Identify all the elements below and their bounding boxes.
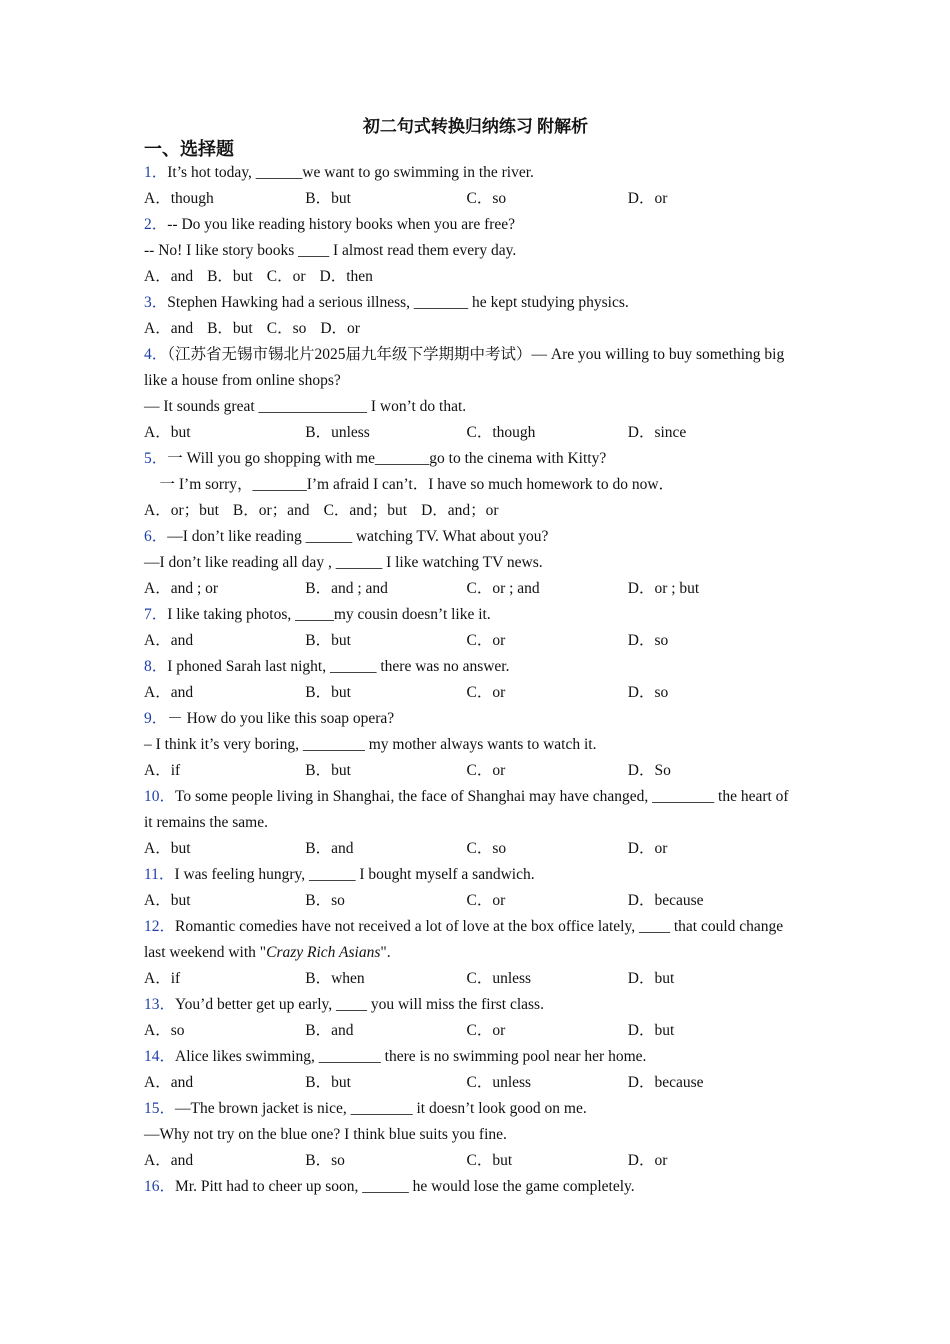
option-d: D．or [627, 190, 668, 207]
question-1 [144, 160, 789, 212]
options-row [144, 836, 789, 862]
option-b: B．but [305, 632, 351, 649]
option-c: C．so [466, 190, 507, 207]
options-row [144, 420, 789, 446]
option-b: B．but [305, 684, 351, 701]
option-d: D．So [627, 762, 671, 779]
question-number: 11． [144, 866, 175, 883]
options-row [144, 1148, 789, 1174]
question-7 [144, 602, 789, 654]
question-stem: 6．—I don’t like reading ______ watching TV. What about you? [144, 528, 549, 545]
option-a: A．if [144, 762, 181, 779]
option-d: D．but [627, 1022, 675, 1039]
question-number: 7． [144, 606, 168, 623]
question-number: 9． [144, 710, 168, 727]
option-b: B．and [305, 840, 354, 857]
question-stem: 14．Alice likes swimming, ________ there is no swimming pool near her home. [144, 1048, 647, 1065]
option-a: A．though [144, 190, 214, 207]
question-stem: 15．—The brown jacket is nice, ________ it doesn’t look good on me. [144, 1100, 587, 1117]
option-c: C．or [466, 684, 506, 701]
option-b: B．but [207, 320, 253, 337]
section-heading: 一、选择题 [144, 139, 234, 159]
option-b: B．but [305, 762, 351, 779]
options-row [144, 758, 789, 784]
option-a: A．and [144, 632, 194, 649]
option-d: D．then [319, 268, 373, 285]
question-9 [144, 706, 789, 784]
options-row [144, 888, 789, 914]
question-number: 1． [144, 164, 168, 181]
option-d: D．because [627, 892, 704, 909]
option-a: A．but [144, 840, 191, 857]
option-b: B．so [305, 892, 345, 909]
question-stem-line: 一 I’m sorry，_______I’m afraid I can’t．I have so much homework to do now． [144, 476, 675, 493]
option-a: A．and [144, 268, 194, 285]
question-number: 14． [144, 1048, 176, 1065]
question-5 [144, 446, 789, 524]
question-number: 16． [144, 1178, 176, 1195]
question-stem: 10．To some people living in Shanghai, the face of Shanghai may have changed, ________ the heart of it remains the same. [144, 788, 789, 831]
question-stem: 7．I like taking photos, _____my cousin doesn’t like it. [144, 606, 491, 623]
option-d: D．since [627, 424, 687, 441]
options-row [144, 628, 789, 654]
question-stem-line: – I think it’s very boring, ________ my mother always wants to watch it. [144, 736, 597, 753]
options-row [144, 1070, 789, 1096]
question-stem: 4．（江苏省无锡市锡北片2025届九年级下学期期中考试）— Are you willing to buy something big like a house from online shops? [144, 346, 785, 389]
question-stem: 5．一 Will you go shopping with me_______go to the cinema with Kitty? [144, 450, 607, 467]
options-row [144, 316, 789, 342]
question-number: 3． [144, 294, 168, 311]
question-number: 4． [144, 346, 168, 363]
question-number: 15． [144, 1100, 176, 1117]
document-page [144, 114, 789, 1200]
option-b: B．and [305, 1022, 354, 1039]
question-number: 10． [144, 788, 176, 805]
options-row [144, 1018, 789, 1044]
option-c: C．or [266, 268, 306, 285]
question-stem: 3．Stephen Hawking had a serious illness, _______ he kept studying physics. [144, 294, 629, 311]
question-3 [144, 290, 789, 342]
question-15 [144, 1096, 789, 1174]
option-d: D．but [627, 970, 675, 987]
question-2 [144, 212, 789, 290]
page-title: 初二句式转换归纳练习 附解析 [362, 117, 589, 136]
option-a: A．but [144, 424, 191, 441]
question-12 [144, 914, 789, 992]
option-c: C．though [466, 424, 536, 441]
option-b: B．so [305, 1152, 345, 1169]
option-d: D．so [627, 684, 669, 701]
question-stem: 12．Romantic comedies have not received a lot of love at the box office lately, ____ that could change last weekend with "Crazy Rich Asians". [144, 918, 784, 961]
question-number: 12． [144, 918, 176, 935]
option-b: B．but [305, 1074, 351, 1091]
option-d: D．or [320, 320, 360, 337]
question-8 [144, 654, 789, 706]
options-row [144, 576, 789, 602]
question-number: 8． [144, 658, 168, 675]
option-b: B．and ; and [305, 580, 388, 597]
question-stem-line: -- No! I like story books ____ I almost read them every day. [144, 242, 517, 259]
options-row [144, 186, 789, 212]
option-c: C．so [466, 840, 507, 857]
option-b: B．when [305, 970, 365, 987]
question-stem: 2．-- Do you like reading history books when you are free? [144, 216, 516, 233]
option-c: C．but [466, 1152, 513, 1169]
question-16 [144, 1174, 789, 1200]
option-c: C．or [466, 892, 506, 909]
option-a: A．and ; or [144, 580, 219, 597]
question-stem: 11．I was feeling hungry, ______ I bought myself a sandwich. [144, 866, 535, 883]
option-a: A．or；but [144, 502, 219, 519]
question-stem-line: —Why not try on the blue one? I think blue suits you fine. [144, 1126, 507, 1143]
option-b: B．but [207, 268, 253, 285]
option-c: C．so [266, 320, 307, 337]
option-a: A．if [144, 970, 181, 987]
question-11 [144, 862, 789, 914]
option-c: C．unless [466, 970, 532, 987]
option-d: D．because [627, 1074, 704, 1091]
question-6 [144, 524, 789, 602]
option-b: B．unless [305, 424, 370, 441]
question-10 [144, 784, 789, 862]
option-b: B．or；and [232, 502, 310, 519]
option-a: A．and [144, 320, 194, 337]
question-number: 2． [144, 216, 168, 233]
option-c: C．or [466, 1022, 506, 1039]
question-number: 13． [144, 996, 176, 1013]
question-number: 6． [144, 528, 168, 545]
question-13 [144, 992, 789, 1044]
options-row [144, 966, 789, 992]
options-row [144, 498, 789, 524]
option-a: A．so [144, 1022, 185, 1039]
option-c: C．or [466, 762, 506, 779]
question-stem: 16．Mr. Pitt had to cheer up soon, ______ he would lose the game completely. [144, 1178, 635, 1195]
option-d: D．or ; but [627, 580, 700, 597]
question-number: 5． [144, 450, 168, 467]
question-stem-line: —I don’t like reading all day , ______ I like watching TV news. [144, 554, 543, 571]
option-b: B．but [305, 190, 351, 207]
option-d: D．so [627, 632, 669, 649]
option-c: C．unless [466, 1074, 532, 1091]
option-c: C．or [466, 632, 506, 649]
question-4 [144, 342, 789, 446]
option-a: A．and [144, 1152, 194, 1169]
question-stem: 13．You’d better get up early, ____ you will miss the first class. [144, 996, 544, 1013]
option-d: D．and；or [421, 502, 499, 519]
option-a: A．but [144, 892, 191, 909]
question-stem-line: — It sounds great ______________ I won’t do that. [144, 398, 467, 415]
option-d: D．or [627, 1152, 668, 1169]
option-a: A．and [144, 1074, 194, 1091]
question-14 [144, 1044, 789, 1096]
option-a: A．and [144, 684, 194, 701]
option-d: D．or [627, 840, 668, 857]
option-c: C．or ; and [466, 580, 540, 597]
question-stem: 8．I phoned Sarah last night, ______ there was no answer. [144, 658, 510, 675]
question-stem: 1．It’s hot today, ______we want to go swimming in the river. [144, 164, 534, 181]
options-row [144, 264, 789, 290]
options-row [144, 680, 789, 706]
movie-title: Crazy Rich Asians [266, 944, 381, 961]
option-c: C．and；but [323, 502, 408, 519]
question-stem: 9．－ How do you like this soap opera? [144, 710, 395, 727]
